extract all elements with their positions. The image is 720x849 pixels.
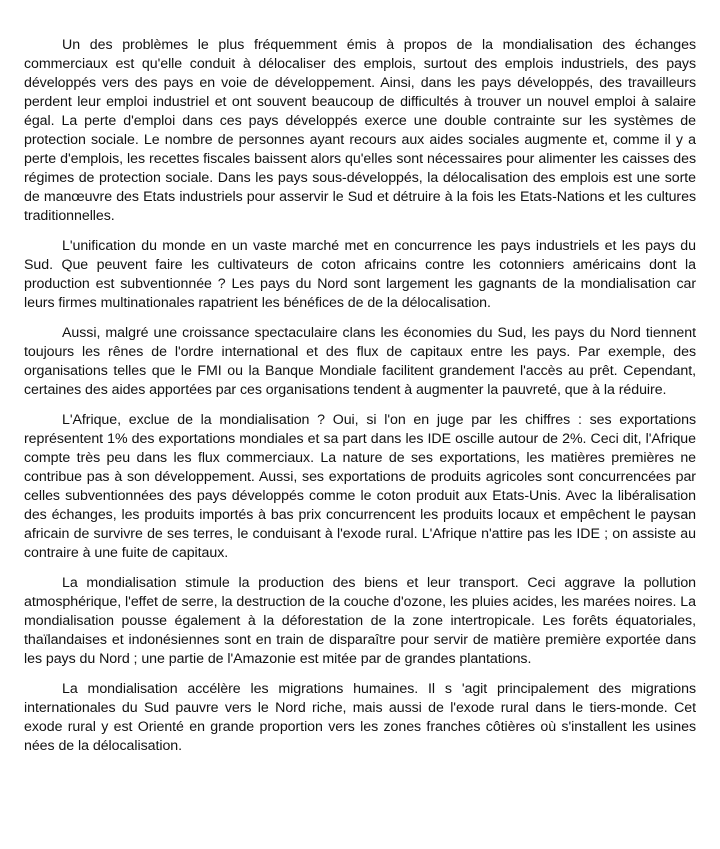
paragraph-migrations: La mondialisation accélère les migrations humaines. Il s 'agit principalement des migrations internationales du Sud pauvre vers le Nord riche, mais aussi de l'exode rural dans le tiers-monde. Cet exode rural y est Orienté en grande proportion vers les zones franches côtières où s'installent les usines nées de la délocalisation. bbox=[24, 681, 696, 754]
paragraph-afrique: L'Afrique, exclue de la mondialisation ? Oui, si l'on en juge par les chiffres : ses exportations représentent 1% des exportations mondiales et sa part dans les IDE oscille autour de 2%. Ceci dit, l'Afrique compte très peu dans les flux commerciaux. La nature de ses exportations, les matières premières ne contribue pas à son développement. Aussi, ses exportations de produits agricoles sont concurrencées par celles subventionnées des pays développés comme le coton produit aux Etats-Unis. Avec la libéralisation des échanges, les produits importés à bas prix concurrencent les produits locaux et empêchent le paysan africain de survivre de ses terres, le conduisant à l'exode rural. L'Afrique n'attire pas les IDE ; on assiste au contraire à une fuite de capitaux. bbox=[24, 412, 696, 561]
paragraph-environnement: La mondialisation stimule la production des biens et leur transport. Ceci aggrave la pollution atmosphérique, l'effet de serre, la destruction de la couche d'ozone, les pluies acides, les marées noires. La mondialisation pousse également à la déforestation de la zone intertropicale. Les forêts équatoriales, thaïlandaises et indonésiennes sont en train de disparaître pour servir de matière première exportée dans les pays du Nord ; une partie de l'Amazonie est mitée par de grandes plantations. bbox=[24, 575, 696, 667]
paragraph-unification: L'unification du monde en un vaste marché met en concurrence les pays industriels et les pays du Sud. Que peuvent faire les cultivateurs de coton africains contre les cotonniers américains dont la production est subventionnée ? Les pays du Nord sont largement les gagnants de la mondialisation car leurs firmes multinationales rapatrient les bénéfices de de la délocalisation. bbox=[24, 238, 696, 311]
paragraph-delocalisation: Un des problèmes le plus fréquemment émis à propos de la mondialisation des échanges commerciaux est qu'elle conduit à délocaliser des emplois, surtout des emplois industriels, des pays développés vers des pays en voie de développement. Ainsi, dans les pays développés, des travailleurs perdent leur emploi industriel et ont souvent beaucoup de difficultés à trouver un nouvel emploi à salaire égal. La perte d'emploi dans ces pays développés exerce une double contrainte sur les systèmes de protection sociale. Le nombre de personnes ayant recours aux aides sociales augmente et, comme il y a perte d'emplois, les recettes fiscales baissent alors qu'elles sont nécessaires pour alimenter les caisses des régimes de protection sociale. Dans les pays sous-développés, la délocalisation des emplois est une sorte de manœuvre des Etats industriels pour asservir le Sud et détruire à la fois les Etats-Nations et les cultures traditionnelles. bbox=[24, 37, 696, 224]
paragraph-nord-sud: Aussi, malgré une croissance spectaculaire clans les économies du Sud, les pays du Nord tiennent toujours les rênes de l'ordre international et des flux de capitaux entre les pays. Par exemple, des organisations telles que le FMI ou la Banque Mondiale facilitent grandement l'accès au prêt. Cependant, certaines des aides apportées par ces organisations tendent à augmenter la pauvreté, que à la réduire. bbox=[24, 325, 696, 398]
